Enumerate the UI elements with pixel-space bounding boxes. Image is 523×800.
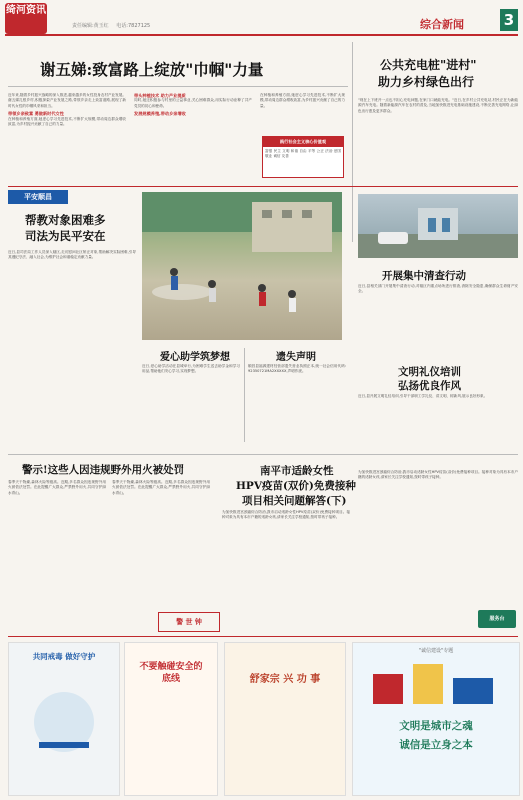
safe-title-2: 司法为民平安在 [25,229,106,243]
lead-col-2 [134,93,252,175]
lead-title: 谢五娣:致富路上绽放"巾帼"力量 [40,60,264,79]
page-number: 3 [500,9,518,31]
safe-tag-label: 平安顺昌 [24,193,52,201]
warn-stamp-label: 警 世 钟 [176,618,202,626]
lead-subhead-2: 带头种植技术 助力产业提质 [134,93,186,98]
safety-event-photo [142,192,342,340]
right-top-title-1: 公共充电桩"进村" [380,58,477,72]
lead-body-4: 在种植和养殖方面,她虚心学习先进技术,不断扩大规模,带动周边群众增收致富,为乡村振兴贡献了自己的力量。 [260,93,345,108]
safe-rule [8,186,518,187]
masthead-logo-text: 绮河资讯 [6,5,46,16]
warn-body-2: 春季天干物燥,森林火险等级高。近期,多名群众因违规野外用火被依法处罚。在此提醒广大群众,严禁野外用火,共同守护绿水青山。 [112,480,210,495]
service-badge-label: 服务台 [489,616,505,622]
masthead [0,0,523,38]
hpv-title-3: 项目相关问题解答(下) [242,495,347,507]
hpv-title-1: 南平市适龄女性 [260,465,334,477]
civil-title-2: 弘扬优良作风 [398,380,461,392]
poster-civility-art [353,654,519,714]
lead-subhead-3: 发展规模养殖,带动乡亲增收 [134,111,186,117]
service-badge [478,610,516,628]
lead-subhead-1: 带领乡亲致富 勇做新时代女性 [8,111,64,117]
civil-body: 近日,县开展文明礼仪培训,引导干部职工学礼仪、讲文明、树新风,展示良好形象。 [358,394,488,398]
charging-station-photo [358,194,518,258]
civil-title-1: 文明礼仪培训 [398,366,461,378]
poster-civility-line-2: 诚信是立身之本 [399,739,473,751]
lead-body-1: 近年来,随着乡村振兴战略的深入推进,越来越多的女性投身农村产业发展。谢五娣扎根乡村,积极探索产业发展之路,带领乡亲走上致富道路,展现了新时代女性的巾帼风采和担当。 [8,93,126,108]
heritage-body: 顺昌县福源建材经营部遗失营业执照正本,统一社会信用代码:92350721MA2XXXXX,声明作废。 [248,364,346,374]
heritage-title: 遗失声明 [276,352,316,363]
poster-anti-drug-title: 共同戒毒 做好守护 [32,652,96,661]
warn-stamp [158,612,220,632]
right-top-title-2: 助力乡村绿色出行 [378,75,475,89]
hpv-title-2: HPV疫苗(双价)免费接种 [236,480,356,492]
core-values-body: 富强 民主 文明 和谐 自由 平等 公正 法治 爱国 敬业 诚信 友善 [265,149,341,159]
masthead-meta [72,22,150,29]
warn-body-1: 春季天干物燥,森林火险等级高。近期,多名群众因违规野外用火被依法处罚。在此提醒广大群众,严禁野外用火,共同守护绿水青山。 [8,480,106,495]
phone-label: 电话:7827125 [116,23,151,29]
love-divider [244,348,245,442]
poster-anti-drug-art [9,662,119,782]
right-col-divider [352,42,353,242]
poster-family-title: 舒家宗 兴 功 事 [249,674,321,685]
safe-tag [8,190,68,204]
poster-rule [8,636,518,637]
warn-title: 警示!这些人因违规野外用火被处罚 [22,464,185,476]
lead-divider [8,86,348,87]
open-pan-title: 开展集中清查行动 [382,270,466,282]
love-body: 近日,爱心助学活动在县城举行,为困难学生送去助学金和学习用品,帮助他们安心学习,实现梦想。 [142,364,240,374]
hpv-body-2: 为加快推进宫颈癌综合防治,我市启动适龄女性HPV疫苗(双价)免费接种项目。接种对象为具有本市户籍的适龄女孩,请家长关注学校通知,按时带孩子接种。 [358,470,518,480]
poster-safety-title: 不要触碰安全的底线 [139,662,203,684]
safe-body: 近日,县司法局工作人员深入辖区,走访慰问社区矫正对象,帮助解决实际困难,引导其遵纪守法、融入社会,为维护社会和谐稳定贡献力量。 [8,250,136,260]
poster-civility-line-1: 文明是城市之魂 [399,720,473,732]
photo-scene [142,192,342,340]
section-title: 综合新闻 [420,18,464,31]
poster-family [224,642,346,796]
mid-rule [8,454,518,455]
core-values-box [262,136,344,178]
open-pan-body: 近日,县相关部门开展集中清查行动,对辖区内重点场所进行排查,消除安全隐患,确保群众生命财产安全。 [358,284,518,294]
poster-civility [352,642,520,796]
core-values-title: 践行社会主义核心价值观 [263,137,343,147]
lead-col-3 [260,93,345,133]
lead-body-3: 同时,她还积极参与村里的公益事业,关心困难群众,用实际行动诠释了共产党员的初心和使命。 [134,98,252,108]
poster-safety [124,642,218,796]
editor-label: 责任编辑:黄玉红 [72,23,109,29]
safe-title-1: 帮教对象困难多 [25,213,106,227]
love-title: 爱心助学筑梦想 [160,352,230,363]
poster-anti-drug [8,642,120,796]
hpv-body-1: 为加快推进宫颈癌综合防治,我市启动适龄女性HPV疫苗(双价)免费接种项目。接种对象为具有本市户籍的适龄女孩,请家长关注学校通知,按时带孩子接种。 [222,510,350,520]
charging-scene [358,194,518,258]
poster-civility-head: "诚信建设"专题 [418,648,454,654]
masthead-rule [5,34,518,36]
right-top-body: "现在上下班开一点也不担心充电问题,在家门口就能充电。"近日,在乡村公共充电站,村民正在为新能源汽车充电。随着新能源汽车在农村的普及,当地加快推进充电基础设施建设,不断完善充电网络,让绿色出行惠及更多群众。 [358,98,518,113]
lead-body-2: 在种植和养殖方面,她虚心学习先进技术,不断扩大规模,带动周边群众增收致富,为乡村振兴贡献了自己的力量。 [8,116,126,127]
lead-col-1 [8,93,126,175]
masthead-logo [5,3,47,34]
